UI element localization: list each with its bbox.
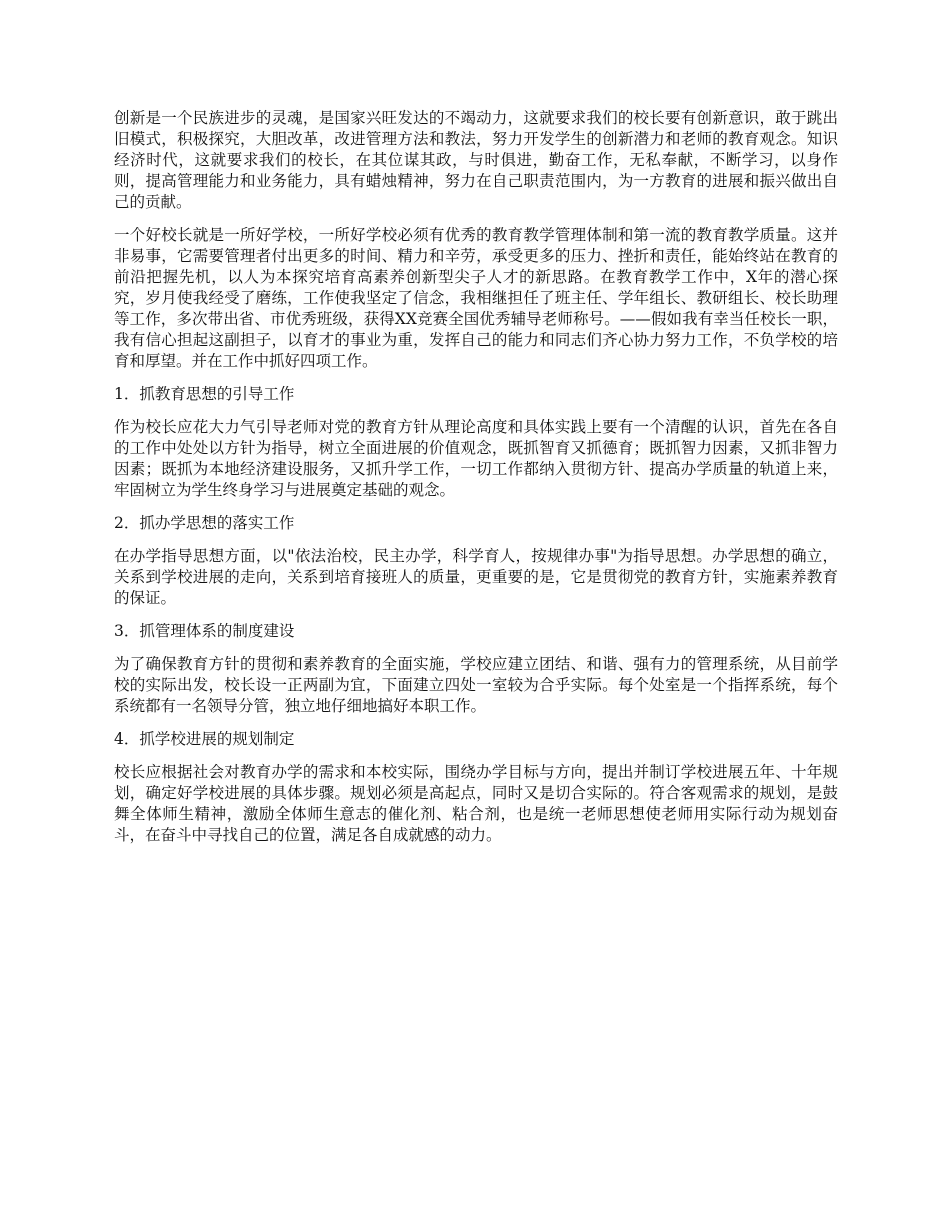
section-heading: 3．抓管理体系的制度建设 [114, 622, 295, 640]
section-body: 在办学指导思想方面，以"依法治校，民主办学，科学育人，按规律办事"为指导思想。办学思想的确立，关系到学校进展的走向，关系到培育接班人的质量，更重要的是，它是贯彻党的教育方针，实施素养教育的保证。 [114, 547, 838, 607]
section-4 [114, 729, 838, 846]
section-heading: 1．抓教育思想的引导工作 [114, 385, 295, 403]
section-1 [114, 384, 838, 501]
document-page [114, 108, 838, 858]
section-body: 为了确保教育方针的贯彻和素养教育的全面实施，学校应建立团结、和谐、强有力的管理系统，从目前学校的实际出发，校长设一正两副为宜，下面建立四处一室较为合乎实际。每个处室是一个指挥系统，每个系统都有一名领导分管，独立地仔细地搞好本职工作。 [114, 655, 838, 715]
intro-paragraph-1: 创新是一个民族进步的灵魂，是国家兴旺发达的不竭动力，这就要求我们的校长要有创新意识，敢于跳出旧模式，积极探究，大胆改革，改进管理方法和教法，努力开发学生的创新潜力和老师的教育观念。知识经济时代，这就要求我们的校长，在其位谋其政，与时俱进，勤奋工作，无私奉献，不断学习，以身作则，提高管理能力和业务能力，具有蜡烛精神，努力在自己职责范围内，为一方教育的进展和振兴做出自己的贡献。 [114, 109, 838, 211]
section-heading: 2．抓办学思想的落实工作 [114, 514, 295, 532]
section-body: 校长应根据社会对教育办学的需求和本校实际，围绕办学目标与方向，提出并制订学校进展五年、十年规划，确定好学校进展的具体步骤。规划必须是高起点，同时又是切合实际的。符合客观需求的规划，是鼓舞全体师生精神，激励全体师生意志的催化剂、粘合剂，也是统一老师思想使老师用实际行动为规划奋斗，在奋斗中寻找自己的位置，满足各自成就感的动力。 [114, 763, 838, 844]
section-2 [114, 513, 838, 609]
section-heading: 4．抓学校进展的规划制定 [114, 730, 295, 748]
section-body: 作为校长应花大力气引导老师对党的教育方针从理论高度和具体实践上要有一个清醒的认识，首先在各自的工作中处处以方针为指导，树立全面进展的价值观念，既抓智育又抓德育；既抓智力因素，又抓非智力因素；既抓为本地经济建设服务，又抓升学工作，一切工作都纳入贯彻方针、提高办学质量的轨道上来，牢固树立为学生终身学习与进展奠定基础的观念。 [114, 418, 838, 499]
intro-paragraph-2: 一个好校长就是一所好学校，一所好学校必须有优秀的教育教学管理体制和第一流的教育教学质量。这并非易事，它需要管理者付出更多的时间、精力和辛劳，承受更多的压力、挫折和责任，能始终站在教育的前沿把握先机，以人为本探究培育高素养创新型尖子人才的新思路。在教育教学工作中，X年的潜心探究，岁月使我经受了磨练，工作使我坚定了信念，我相继担任了班主任、学年组长、教研组长、校长助理等工作，多次带出省、市优秀班级，获得XX竞赛全国优秀辅导老师称号。——假如我有幸当任校长一职，我有信心担起这副担子，以育才的事业为重，发挥自己的能力和同志们齐心协力努力工作，不负学校的培育和厚望。并在工作中抓好四项工作。 [114, 226, 838, 370]
section-3 [114, 621, 838, 717]
